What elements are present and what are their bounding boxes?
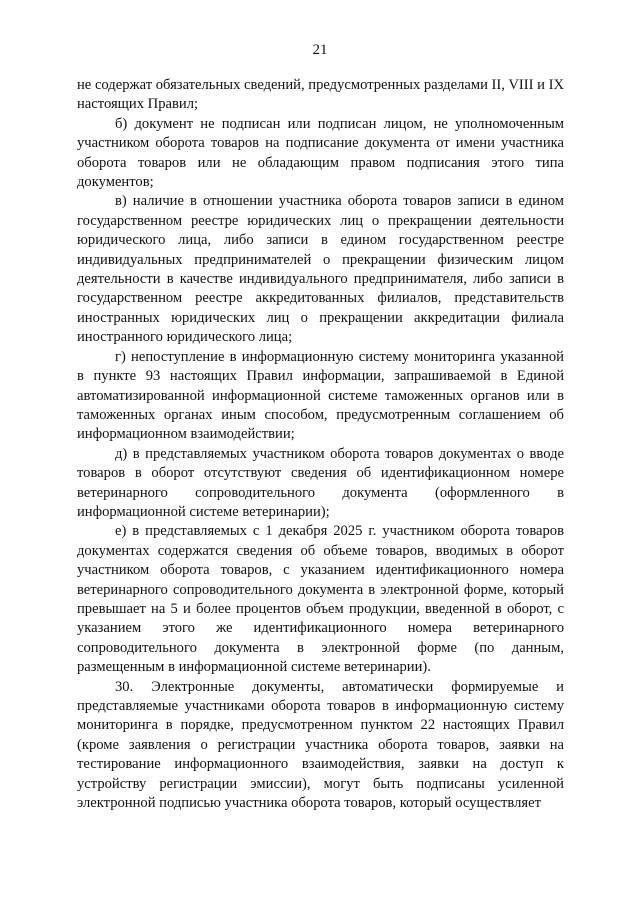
page-number: 21 [312, 42, 328, 58]
document-body [77, 76, 564, 813]
paragraph-item-g: г) непоступление в информационную систему мониторинга указанной в пункте 93 настоящих Правил информации, запрашиваемой в Единой автоматизированной информационной системе таможенных органов или в таможенных органах иным способом, предусмотренным соглашением об информационном взаимодействии; [77, 348, 564, 443]
paragraph-item-e: е) в представляемых с 1 декабря 2025 г. участником оборота товаров документах содержатся сведения об объеме товаров, вводимых в оборот участником оборота товаров, с указанием идентификационного номера ветеринарного сопроводительного документа в электронной форме, который превышает на 5 и более процентов объем продукции, введенной в оборот, с указанием этого же идентификационного номера ветеринарного сопроводительного документа в электронной форме (по данным, размещенным в информационной системе ветеринарии). [77, 523, 564, 676]
paragraph-continuation: не содержат обязательных сведений, предусмотренных разделами II, VIII и IX настоящих Правил; [77, 77, 564, 113]
paragraph-item-v: в) наличие в отношении участника оборота товаров записи в едином государственном реестре юридических лиц о прекращении деятельности юридического лица, либо записи в едином государственном реестре индивидуальных предпринимателей о прекращении физическим лицом деятельности в качестве индивидуального предпринимателя, либо записи в государственном реестре аккредитованных филиалов, представительств иностранных юридических лиц о прекращении аккредитации филиала иностранного юридического лица; [77, 193, 564, 346]
paragraph-item-d: д) в представляемых участником оборота товаров документах о вводе товаров в оборот отсутствуют сведения об идентификационном номере ветеринарного сопроводительного документа (оформленного в информационной системе ветеринарии); [77, 445, 564, 520]
paragraph-item-b: б) документ не подписан или подписан лицом, не уполномоченным участником оборота товаров на подписание документа от имени участника оборота товаров или не обладающим правом подписания этого типа документов; [77, 115, 564, 191]
paragraph-section-30: 30. Электронные документы, автоматически формируемые и представляемые участниками оборота товаров в информационную систему мониторинга в порядке, предусмотренном пунктом 22 настоящих Правил (кроме заявления о регистрации участника оборота товаров, заявки на тестирование информационного взаимодействия, заявки на доступ к устройству регистрации эмиссии), могут быть подписаны усиленной электронной подписью участника оборота товаров, который осуществляет [77, 678, 564, 812]
